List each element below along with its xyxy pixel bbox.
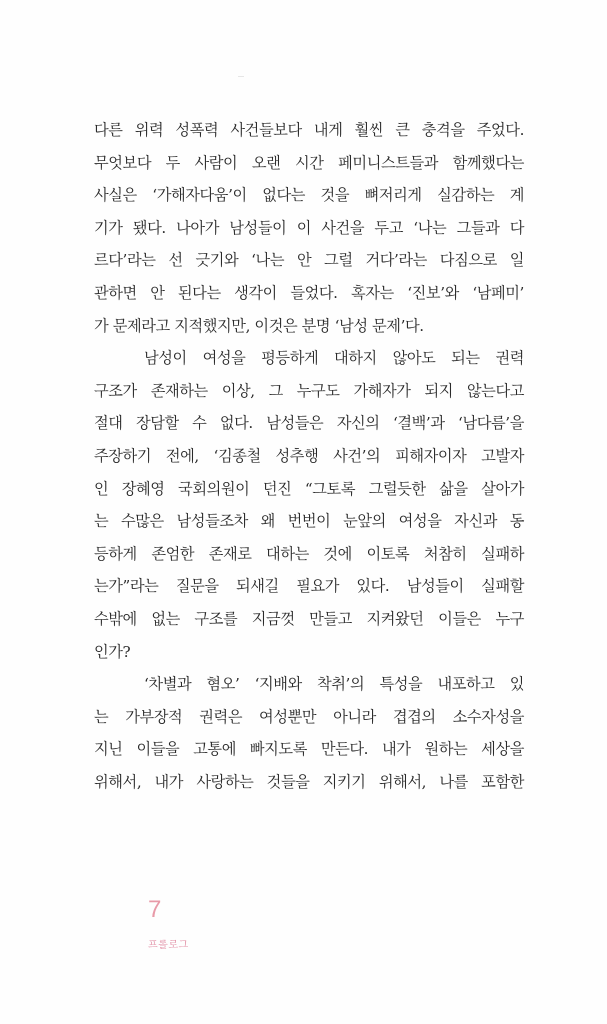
text-line: 무엇보다 두 사람이 오랜 시간 페미니스트들과 함께했다는 (94, 153, 524, 172)
text-line: 관하면 안 된다는 생각이 들었다. 혹자는 ‘진보’와 ‘남페미’ (94, 283, 524, 302)
text-line: 등하게 존엄한 존재로 대하는 것에 이토록 처참히 실패하 (94, 544, 524, 563)
text-line: 위해서, 내가 사랑하는 것들을 지키기 위해서, 나를 포함한 (94, 772, 524, 791)
text-line: 가 문제라고 지적했지만, 이것은 분명 ‘남성 문제’다. (94, 316, 424, 335)
paragraph-start-line: 남성이 여성을 평등하게 대하지 않아도 되는 권력 (144, 349, 524, 368)
text-line: 르다’라는 선 긋기와 ‘나는 안 그럴 거다’라는 다짐으로 일 (94, 251, 524, 270)
text-line: 구조가 존재하는 이상, 그 누구도 가해자가 되지 않는다고 (94, 381, 524, 400)
text-line: 다른 위력 성폭력 사건들보다 내게 훨씬 큰 충격을 주었다. (94, 121, 524, 139)
text-line: 수밖에 없는 구조를 지금껏 만들고 지켜왔던 이들은 누구 (94, 609, 524, 628)
text-line: 는 수많은 남성들조차 왜 번번이 눈앞의 여성을 자신과 동 (94, 512, 524, 531)
text-line: 주장하기 전에, ‘김종철 성추행 사건’의 피해자이자 고발자 (94, 446, 524, 465)
text-line: 인 장혜영 국회의원이 던진 “그토록 그럴듯한 삶을 살아가 (94, 479, 524, 498)
text-line: 기가 됐다. 나아가 남성들이 이 사건을 두고 ‘나는 그들과 다 (94, 218, 524, 237)
scan-mark (238, 76, 244, 77)
running-title: 프롤로그 (148, 940, 189, 951)
text-line: 지닌 이들을 고통에 빠지도록 만든다. 내가 원하는 세상을 (94, 740, 524, 759)
body-text (94, 114, 524, 798)
text-line: 인가? (94, 642, 131, 661)
text-line: 절대 장담할 수 없다. 남성들은 자신의 ‘결백’과 ‘남다름’을 (94, 414, 524, 433)
text-line: 사실은 ‘가해자다움’이 없다는 것을 뼈저리게 실감하는 계 (94, 186, 524, 205)
text-line: 는가”라는 질문을 되새길 필요가 있다. 남성들이 실패할 (94, 577, 524, 596)
text-line: 는 가부장적 권력은 여성뿐만 아니라 겹겹의 소수자성을 (94, 707, 524, 726)
paragraph-start-line: ‘차별과 혐오’ ‘지배와 착취’의 특성을 내포하고 있 (144, 675, 524, 694)
page-number: 7 (148, 896, 162, 923)
